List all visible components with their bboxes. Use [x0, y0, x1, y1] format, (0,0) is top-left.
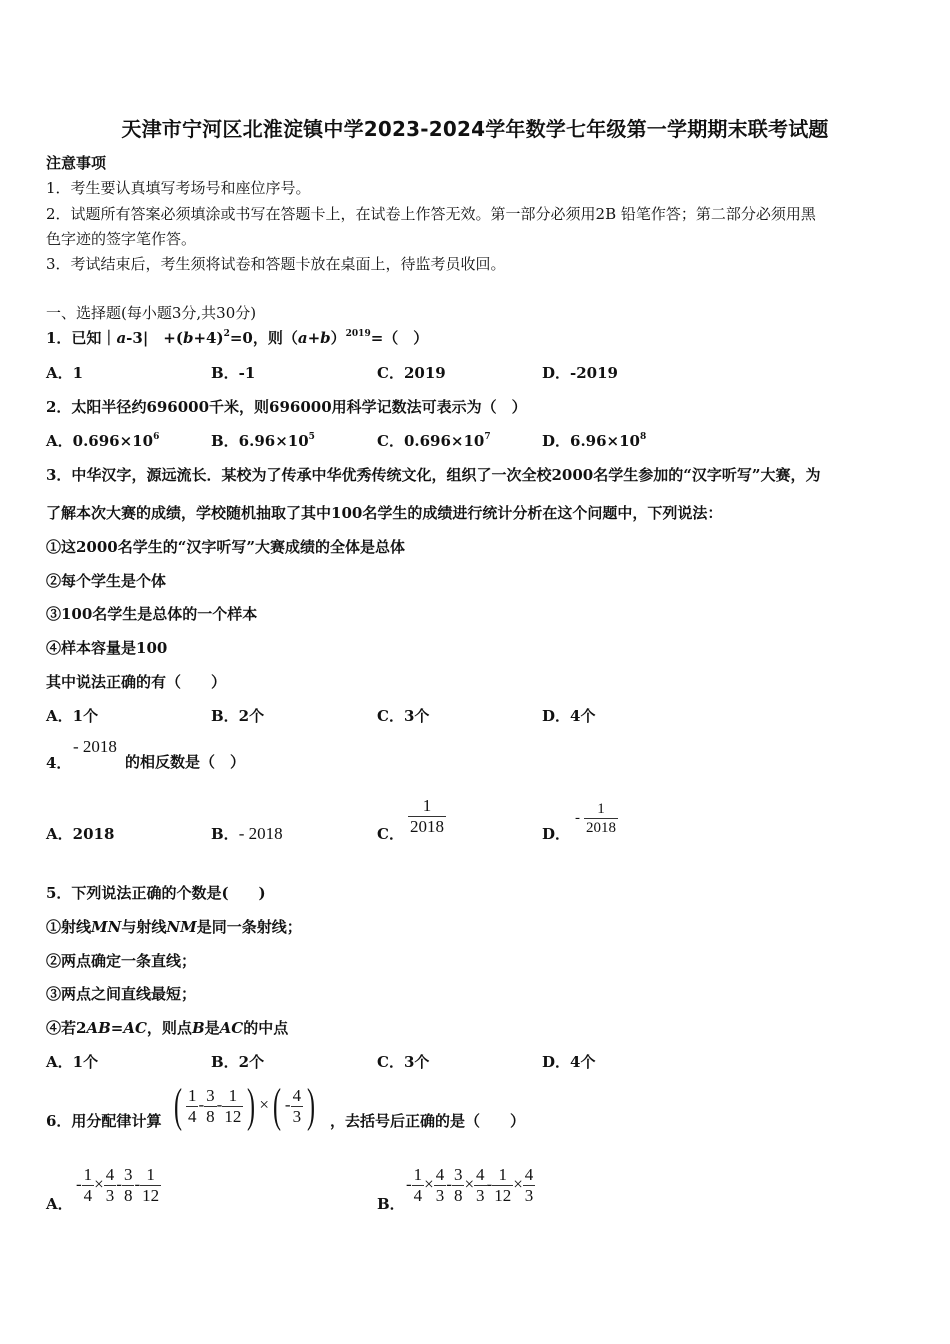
q6-f2-den: 8: [206, 1106, 215, 1126]
q3-statement-3: ③100名学生是总体的一个样本: [46, 605, 258, 623]
q6a-times: ×: [94, 1174, 104, 1194]
question-6-lead: 6．用分配律计算: [46, 1112, 162, 1130]
notice-item-3: 3．考试结束后，考生须将试卷和答题卡放在桌面上，待监考员收回。: [46, 255, 506, 273]
q6a-den: 12: [142, 1186, 160, 1205]
q2-option-b[interactable]: [211, 430, 315, 451]
notice-item-2-cont: 色字迹的签字笔作答。: [46, 230, 197, 248]
q4-d-denominator: 2018: [586, 820, 616, 836]
q1-text: =0，则（: [229, 329, 298, 347]
q2-d-exp: 8: [639, 432, 647, 442]
right-paren-icon: ): [247, 1079, 256, 1132]
q3-ask: 其中说法正确的有（ ）: [46, 673, 227, 691]
q6b-num: 4: [524, 1165, 534, 1184]
q4-option-d-label[interactable]: D．: [542, 825, 571, 843]
q6a-num: 4: [105, 1165, 115, 1184]
q4-d-sign: -: [575, 810, 580, 826]
q4-option-c-label[interactable]: C．: [377, 825, 404, 843]
q5-text: ，则点: [146, 1019, 192, 1037]
q1-var-ab: a+b: [297, 329, 331, 347]
notice-heading: 注意事项: [46, 154, 107, 172]
q6b-num: 4: [435, 1165, 445, 1184]
question-1: [46, 327, 428, 348]
q6-f3-den: 12: [224, 1106, 242, 1126]
q6b-times: ×: [513, 1174, 523, 1194]
q1-text: ）: [330, 329, 346, 347]
q5-text: 是同一条射线；: [196, 918, 302, 936]
q6-option-b-label[interactable]: B．: [377, 1195, 405, 1213]
q4-option-b[interactable]: [211, 823, 283, 844]
q2-a-base: A．0.696×10: [46, 432, 154, 450]
q1-option-b[interactable]: B．-1: [211, 364, 256, 382]
q5-option-a[interactable]: A．1个: [46, 1053, 99, 1071]
q1-option-c[interactable]: C．2019: [377, 364, 446, 382]
notice-item-1: 1．考生要认真填写考场号和座位序号。: [46, 179, 311, 197]
q5-statement-1: [46, 916, 302, 937]
q6b-den: 4: [413, 1186, 423, 1205]
left-paren-icon: (: [272, 1079, 281, 1132]
q6-minus: -: [198, 1095, 205, 1114]
q6-f4-num: 4: [292, 1085, 302, 1105]
q6a-num: 1: [146, 1165, 155, 1184]
q6b-num: 4: [476, 1165, 485, 1184]
q6-negative: -: [284, 1095, 291, 1114]
q6b-den: 3: [476, 1186, 485, 1205]
q4-c-denominator: 2018: [410, 817, 444, 836]
q6a-den: 4: [83, 1186, 93, 1205]
q6b-den: 3: [524, 1186, 534, 1205]
q6-f4-den: 3: [292, 1106, 302, 1126]
q6b-den: 12: [494, 1186, 512, 1205]
q2-d-base: D．6.96×10: [542, 432, 640, 450]
q6b-num: 3: [453, 1165, 463, 1184]
q6b-den: 3: [435, 1186, 445, 1205]
q1-text: +4): [193, 329, 224, 347]
q1-option-d[interactable]: D．-2019: [542, 364, 618, 382]
q2-option-a[interactable]: [46, 430, 159, 451]
q6-f3-num: 1: [228, 1085, 238, 1105]
section-heading: 一、选择题(每小题3分,共30分): [46, 304, 257, 322]
q5-text: ④若2: [46, 1019, 87, 1037]
q3-option-a[interactable]: A．1个: [46, 707, 99, 725]
q6a-minus: -: [134, 1174, 141, 1194]
q5-option-c[interactable]: C．3个: [377, 1053, 430, 1071]
q6a-num: 1: [83, 1165, 93, 1184]
notice-item-2: 2．试题所有答案必须填涂或书写在答题卡上，在试卷上作答无效。第一部分必须用2B 铅笔作答；第二部分必须用黑: [46, 205, 816, 223]
q3-option-d[interactable]: D．4个: [542, 707, 596, 725]
q5-text: ①射线: [46, 918, 92, 936]
q2-a-exp: 6: [153, 432, 160, 442]
question-6-tail: ，去括号后正确的是（ ）: [330, 1112, 526, 1130]
q1-square: 2: [223, 329, 230, 339]
q6-expression: [170, 1079, 319, 1132]
q3-option-b[interactable]: B．2个: [211, 707, 265, 725]
q2-b-base: B．6.96×10: [211, 432, 309, 450]
q5-statement-3: ③两点之间直线最短；: [46, 985, 197, 1003]
q5-point-b: B: [191, 1019, 205, 1037]
q6b-den: 8: [453, 1186, 463, 1205]
q2-b-exp: 5: [308, 432, 315, 442]
q4-option-a[interactable]: A．2018: [46, 825, 115, 843]
q4-b-value: - 2018: [238, 824, 283, 843]
q1-var-a: a: [116, 329, 127, 347]
q3-statement-1: ①这2000名学生的“汉字听写”大赛成绩的全体是总体: [46, 538, 406, 556]
q1-text: 1．已知｜: [46, 329, 117, 347]
q3-option-c[interactable]: C．3个: [377, 707, 430, 725]
q5-text: 是: [204, 1019, 220, 1037]
q4-number: 4．: [46, 754, 72, 772]
q6b-negative: -: [406, 1174, 412, 1194]
q6b-num: 1: [498, 1165, 507, 1184]
q6-option-a-label[interactable]: A．: [46, 1195, 73, 1213]
q5-option-b[interactable]: B．2个: [211, 1053, 265, 1071]
q6a-negative: -: [76, 1174, 82, 1194]
q5-seg-ac: AC: [123, 1019, 147, 1037]
q1-var-b: b: [182, 329, 194, 347]
q1-text: =（ ）: [370, 329, 429, 347]
q1-text: -3| +(: [126, 329, 183, 347]
q6a-den: 8: [123, 1186, 133, 1205]
q5-statement-4: [46, 1017, 288, 1038]
q3-statement-2: ②每个学生是个体: [46, 572, 167, 590]
q4-b-label: B．: [211, 825, 239, 843]
q4-option-c-fraction: [408, 796, 446, 837]
q2-c-base: C．0.696×10: [377, 432, 485, 450]
q4-d-numerator: 1: [597, 801, 605, 817]
q5-ray-nm: NM: [166, 918, 197, 936]
q5-statement-2: ②两点确定一条直线；: [46, 952, 197, 970]
q3-statement-4: ④样本容量是100: [46, 639, 168, 657]
q2-option-c[interactable]: [377, 430, 491, 451]
q5-seg-ab: AB: [86, 1019, 111, 1037]
q4-c-numerator: 1: [422, 796, 432, 815]
q6-option-a-expression: [76, 1165, 161, 1206]
q6a-den: 3: [105, 1186, 115, 1205]
q6b-times: ×: [464, 1174, 475, 1194]
q6b-num: 1: [413, 1165, 423, 1184]
exam-title: 天津市宁河区北淮淀镇中学2023-2024学年数学七年级第一学期期末联考试题: [121, 117, 829, 141]
q6-option-b-expression: [406, 1165, 535, 1206]
q1-exponent: 2019: [345, 329, 371, 339]
q6-f2-num: 3: [206, 1085, 215, 1105]
q1-option-a[interactable]: A．1: [46, 364, 84, 382]
q6b-times: ×: [424, 1174, 434, 1194]
q6-f1-den: 4: [187, 1106, 197, 1126]
q6-f1-num: 1: [187, 1085, 197, 1105]
q6b-minus: -: [486, 1174, 493, 1194]
q5-option-d[interactable]: D．4个: [542, 1053, 596, 1071]
left-paren-icon: (: [173, 1079, 182, 1132]
right-paren-icon: ): [307, 1079, 316, 1132]
q6b-minus: -: [446, 1174, 452, 1194]
q4-option-d-fraction: [584, 800, 618, 837]
q4-value: - 2018: [73, 737, 117, 756]
q5-text: 的中点: [243, 1019, 289, 1037]
q2-c-exp: 7: [484, 432, 491, 442]
q6a-minus: -: [116, 1174, 122, 1194]
question-5: 5．下列说法正确的个数是( ): [46, 884, 266, 902]
q5-seg-ac: AC: [219, 1019, 244, 1037]
q6-times: ×: [259, 1095, 269, 1114]
q5-ray-mn: MN: [91, 918, 122, 936]
question-2: 2．太阳半径约696000千米，则696000用科学记数法可表示为（ ）: [46, 398, 527, 416]
q4-text: 的相反数是（ ）: [125, 753, 246, 771]
q6a-num: 3: [123, 1165, 133, 1184]
q5-text: =: [110, 1019, 124, 1037]
q5-text: 与射线: [121, 918, 167, 936]
q2-option-d[interactable]: [542, 430, 646, 451]
question-3-line-2: 了解本次大赛的成绩，学校随机抽取了其中100名学生的成绩进行统计分析在这个问题中，下列说法：: [46, 504, 723, 522]
q6-minus: -: [216, 1095, 223, 1114]
question-3-line-1: 3．中华汉字，源远流长．某校为了传承中华优秀传统文化，组织了一次全校2000名学生参加的“汉字听写”大赛，为: [46, 466, 821, 484]
